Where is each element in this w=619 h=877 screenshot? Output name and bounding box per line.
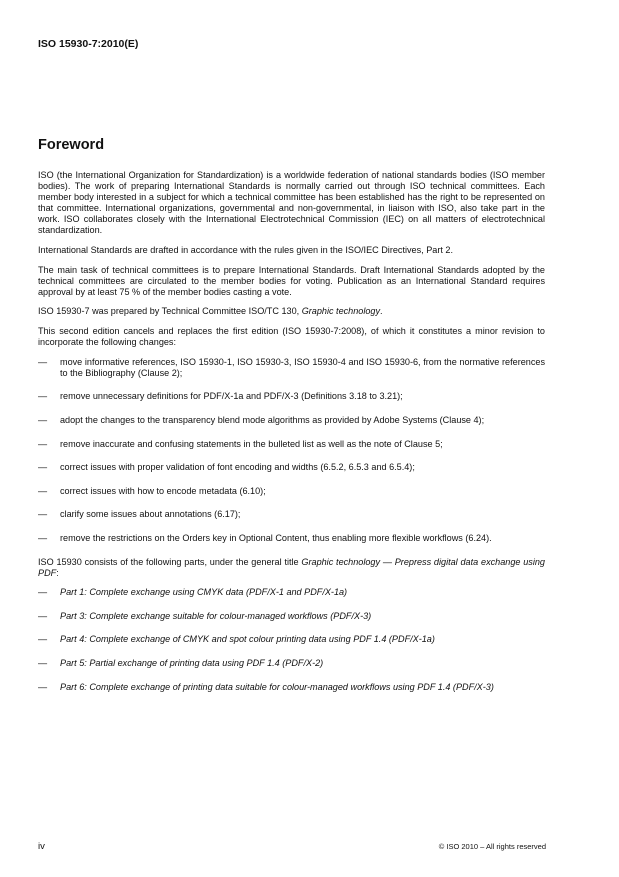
list-item (38, 587, 545, 598)
list-item (38, 486, 545, 497)
list-item-text: correct issues with proper validation of font encoding and widths (6.5.2, 6.5.3 and 6.5.4); (60, 462, 415, 473)
list-item-text: move informative references, ISO 15930-1, ISO 15930-3, ISO 15930-4 and ISO 15930-6, from the normative references to the Bibliography (Clause 2); (60, 356, 545, 378)
list-item (38, 634, 545, 645)
part-title: Part 3: Complete exchange suitable for colour-managed workflows (PDF/X-3) (60, 610, 372, 621)
dash-bullet: — (38, 634, 48, 645)
dash-bullet: — (38, 438, 48, 449)
list-item (38, 658, 545, 669)
paragraph-committees: The main task of technical committees is to prepare International Standards. Draft International Standards adopted by the technical committees are circulated to the member bodies for voting. Publication as an International Standard requires approval by at least 75 % of the member bodies casting a vote. (38, 264, 545, 297)
changes-list (38, 357, 545, 544)
dash-bullet: — (38, 509, 48, 520)
list-item (38, 462, 545, 473)
part-title: Part 5: Partial exchange of printing data using PDF 1.4 (PDF/X-2) (60, 658, 324, 669)
part-title: Part 1: Complete exchange using CMYK data (PDF/X-1 and PDF/X-1a) (60, 587, 348, 598)
list-item (38, 611, 545, 622)
list-item-text: remove unnecessary definitions for PDF/X-1a and PDF/X-3 (Definitions 3.18 to 3.21); (60, 391, 403, 402)
list-item (38, 391, 545, 402)
document-id-header: ISO 15930-7:2010(E) (38, 38, 139, 50)
list-item (38, 439, 545, 450)
page-number: iv (38, 841, 45, 852)
prepared-by-text: ISO 15930-7 was prepared by Technical Committee ISO/TC 130, (38, 306, 302, 317)
paragraph-iso-intro: ISO (the International Organization for Standardization) is a worldwide federation of national standards bodies (ISO member bodies). The work of preparing International Standards is normally carried out through ISO technical committees. Each member body interested in a subject for which a technical committee has been established has the right to be represented on that committee. International organizations, governmental and non-governmental, in liaison with ISO, also take part in the work. ISO collaborates closely with the International Electrotechnical Commission (IEC) on all matters of electrotechnical standardization. (38, 170, 545, 236)
list-item (38, 509, 545, 520)
dash-bullet: — (38, 391, 48, 402)
part-title: Part 4: Complete exchange of CMYK and spot colour printing data using PDF 1.4 (PDF/X-1a) (60, 634, 435, 645)
parts-intro-end: : (56, 567, 59, 578)
dash-bullet: — (38, 462, 48, 473)
dash-bullet: — (38, 587, 48, 598)
foreword-body (38, 170, 545, 705)
list-item-text: clarify some issues about annotations (6.17); (60, 509, 241, 520)
dash-bullet: — (38, 610, 48, 621)
list-item (38, 415, 545, 426)
list-item-text: correct issues with how to encode metadata (6.10); (60, 485, 266, 496)
list-item-text: adopt the changes to the transparency blend mode algorithms as provided by Adobe Systems (Clause 4); (60, 415, 485, 425)
dash-bullet: — (38, 415, 48, 425)
committee-title: Graphic technology (301, 306, 381, 317)
list-item-text: remove the restrictions on the Orders key in Optional Content, thus enabling more flexible workflows (6.24). (60, 532, 492, 543)
dash-bullet: — (38, 658, 48, 669)
dash-bullet: — (38, 532, 48, 543)
list-item (38, 682, 545, 693)
list-item (38, 533, 545, 544)
prepared-by-end: . (380, 306, 383, 317)
paragraph-second-edition: This second edition cancels and replaces the first edition (ISO 15930-7:2008), of which it constitutes a minor revision to incorporate the following changes: (38, 326, 545, 348)
dash-bullet: — (38, 356, 48, 367)
parts-intro-text: ISO 15930 consists of the following parts, under the general title (38, 556, 302, 567)
general-title: Graphic technology — Prepress digital data exchange using PDF (38, 556, 545, 578)
page-title: Foreword (38, 137, 105, 153)
paragraph-parts-intro (38, 557, 545, 579)
copyright-notice: © ISO 2010 – All rights reserved (438, 842, 546, 851)
part-title: Part 6: Complete exchange of printing data suitable for colour-managed workflows using PDF 1.4 (PDF/X-3) (60, 681, 494, 692)
dash-bullet: — (38, 681, 48, 692)
parts-list (38, 587, 545, 692)
list-item (38, 357, 545, 379)
list-item-text: remove inaccurate and confusing statements in the bulleted list as well as the note of Clause 5; (60, 438, 443, 449)
dash-bullet: — (38, 485, 48, 496)
paragraph-directives: International Standards are drafted in accordance with the rules given in the ISO/IEC Directives, Part 2. (38, 245, 453, 256)
paragraph-prepared-by (38, 306, 545, 317)
